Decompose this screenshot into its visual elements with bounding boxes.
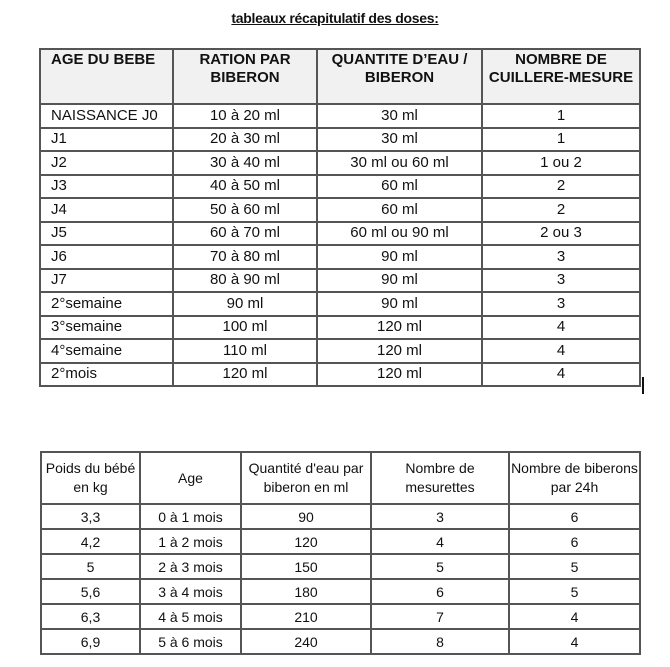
table-cell: 90 ml bbox=[317, 269, 482, 293]
table-cell: 3 à 4 mois bbox=[140, 579, 241, 604]
table-cell: 3 bbox=[371, 504, 509, 529]
column-header-scoops: NOMBRE DE CUILLERE-MESURE bbox=[482, 49, 640, 104]
table-cell: 30 ml ou 60 ml bbox=[317, 151, 482, 175]
table-cell: 5 bbox=[509, 554, 640, 579]
table-cell: 90 ml bbox=[173, 292, 317, 316]
table-row bbox=[41, 629, 640, 654]
table-row bbox=[40, 198, 640, 222]
table-cell: 3°semaine bbox=[40, 316, 173, 340]
table-body bbox=[41, 504, 640, 654]
table-cell: J7 bbox=[40, 269, 173, 293]
table-cell: 2 ou 3 bbox=[482, 222, 640, 246]
table-cell: 120 ml bbox=[317, 339, 482, 363]
table-cell: 7 bbox=[371, 604, 509, 629]
table-cell: 210 bbox=[241, 604, 371, 629]
table-row bbox=[40, 175, 640, 199]
text-cursor bbox=[642, 377, 644, 394]
table-cell: 2 à 3 mois bbox=[140, 554, 241, 579]
table-row bbox=[40, 269, 640, 293]
table-header-row bbox=[41, 452, 640, 504]
table-row bbox=[40, 245, 640, 269]
table-cell: 2°semaine bbox=[40, 292, 173, 316]
table-cell: 3 bbox=[482, 245, 640, 269]
column-header-water-quantity: QUANTITE D’EAU / BIBERON bbox=[317, 49, 482, 104]
table-cell: 5 bbox=[41, 554, 140, 579]
table-cell: 3,3 bbox=[41, 504, 140, 529]
table-cell: J2 bbox=[40, 151, 173, 175]
table-cell: 6 bbox=[509, 529, 640, 554]
column-header-weight: Poids du bébé en kg bbox=[41, 452, 140, 504]
table-cell: 5,6 bbox=[41, 579, 140, 604]
table-cell: J3 bbox=[40, 175, 173, 199]
table-cell: 90 ml bbox=[317, 245, 482, 269]
column-header-water-quantity: Quantité d'eau par biberon en ml bbox=[241, 452, 371, 504]
column-header-scoops: Nombre de mesurettes bbox=[371, 452, 509, 504]
table-cell: 6 bbox=[509, 504, 640, 529]
table-row bbox=[40, 363, 640, 387]
table-cell: 50 à 60 ml bbox=[173, 198, 317, 222]
table-cell: 120 ml bbox=[173, 363, 317, 387]
table-row bbox=[41, 529, 640, 554]
table-cell: 30 ml bbox=[317, 104, 482, 128]
table-cell: 120 ml bbox=[317, 363, 482, 387]
table-cell: 1 ou 2 bbox=[482, 151, 640, 175]
column-header-bottles-per-day: Nombre de biberons par 24h bbox=[509, 452, 640, 504]
table-cell: 2 bbox=[482, 175, 640, 199]
table-cell: 90 bbox=[241, 504, 371, 529]
table-cell: J6 bbox=[40, 245, 173, 269]
table-cell: J5 bbox=[40, 222, 173, 246]
table-row bbox=[40, 151, 640, 175]
table-cell: 80 à 90 ml bbox=[173, 269, 317, 293]
table-cell: 5 à 6 mois bbox=[140, 629, 241, 654]
table-cell: 1 bbox=[482, 128, 640, 152]
table-cell: 100 ml bbox=[173, 316, 317, 340]
table-row bbox=[40, 128, 640, 152]
table-cell: 8 bbox=[371, 629, 509, 654]
column-header-age: Age bbox=[140, 452, 241, 504]
table-cell: 30 à 40 ml bbox=[173, 151, 317, 175]
table-cell: 4 à 5 mois bbox=[140, 604, 241, 629]
table-cell: 6,9 bbox=[41, 629, 140, 654]
table-cell: 2 bbox=[482, 198, 640, 222]
table-cell: 120 ml bbox=[317, 316, 482, 340]
table-cell: 0 à 1 mois bbox=[140, 504, 241, 529]
table-cell: 10 à 20 ml bbox=[173, 104, 317, 128]
table-cell: J4 bbox=[40, 198, 173, 222]
table-cell: 180 bbox=[241, 579, 371, 604]
table-body bbox=[40, 104, 640, 386]
table-cell: 2°mois bbox=[40, 363, 173, 387]
column-header-age: AGE DU BEBE bbox=[40, 49, 173, 104]
table-row bbox=[40, 292, 640, 316]
table-cell: 4°semaine bbox=[40, 339, 173, 363]
doses-by-age-table bbox=[39, 48, 641, 387]
table-cell: 6 bbox=[371, 579, 509, 604]
table-cell: 240 bbox=[241, 629, 371, 654]
table-cell: 4 bbox=[482, 363, 640, 387]
table-cell: 60 ml bbox=[317, 198, 482, 222]
table-row bbox=[41, 554, 640, 579]
table-cell: 1 bbox=[482, 104, 640, 128]
column-header-ration: RATION PAR BIBERON bbox=[173, 49, 317, 104]
table-cell: 20 à 30 ml bbox=[173, 128, 317, 152]
table-cell: 150 bbox=[241, 554, 371, 579]
table-row bbox=[40, 104, 640, 128]
table-row bbox=[40, 316, 640, 340]
table-cell: 4 bbox=[482, 316, 640, 340]
table-cell: 90 ml bbox=[317, 292, 482, 316]
table-cell: 3 bbox=[482, 292, 640, 316]
table-cell: 4 bbox=[371, 529, 509, 554]
table-cell: 120 bbox=[241, 529, 371, 554]
table-cell: 6,3 bbox=[41, 604, 140, 629]
table-cell: 4,2 bbox=[41, 529, 140, 554]
table-row bbox=[40, 222, 640, 246]
table-row bbox=[41, 604, 640, 629]
table-cell: 4 bbox=[509, 629, 640, 654]
table-cell: 30 ml bbox=[317, 128, 482, 152]
table-cell: J1 bbox=[40, 128, 173, 152]
table-row bbox=[40, 339, 640, 363]
table-cell: 60 ml bbox=[317, 175, 482, 199]
doses-by-weight-table bbox=[40, 451, 641, 655]
table-row bbox=[41, 579, 640, 604]
table-cell: 70 à 80 ml bbox=[173, 245, 317, 269]
table-cell: 4 bbox=[482, 339, 640, 363]
table-cell: 60 à 70 ml bbox=[173, 222, 317, 246]
table-cell: 1 à 2 mois bbox=[140, 529, 241, 554]
table-cell: 60 ml ou 90 ml bbox=[317, 222, 482, 246]
table-cell: 3 bbox=[482, 269, 640, 293]
table-cell: 4 bbox=[509, 604, 640, 629]
table-cell: 5 bbox=[509, 579, 640, 604]
table-cell: NAISSANCE J0 bbox=[40, 104, 173, 128]
table-cell: 5 bbox=[371, 554, 509, 579]
table-cell: 110 ml bbox=[173, 339, 317, 363]
table-header-row bbox=[40, 49, 640, 104]
table-row bbox=[41, 504, 640, 529]
document-title: tableaux récapitulatif des doses: bbox=[231, 10, 439, 26]
table-cell: 40 à 50 ml bbox=[173, 175, 317, 199]
